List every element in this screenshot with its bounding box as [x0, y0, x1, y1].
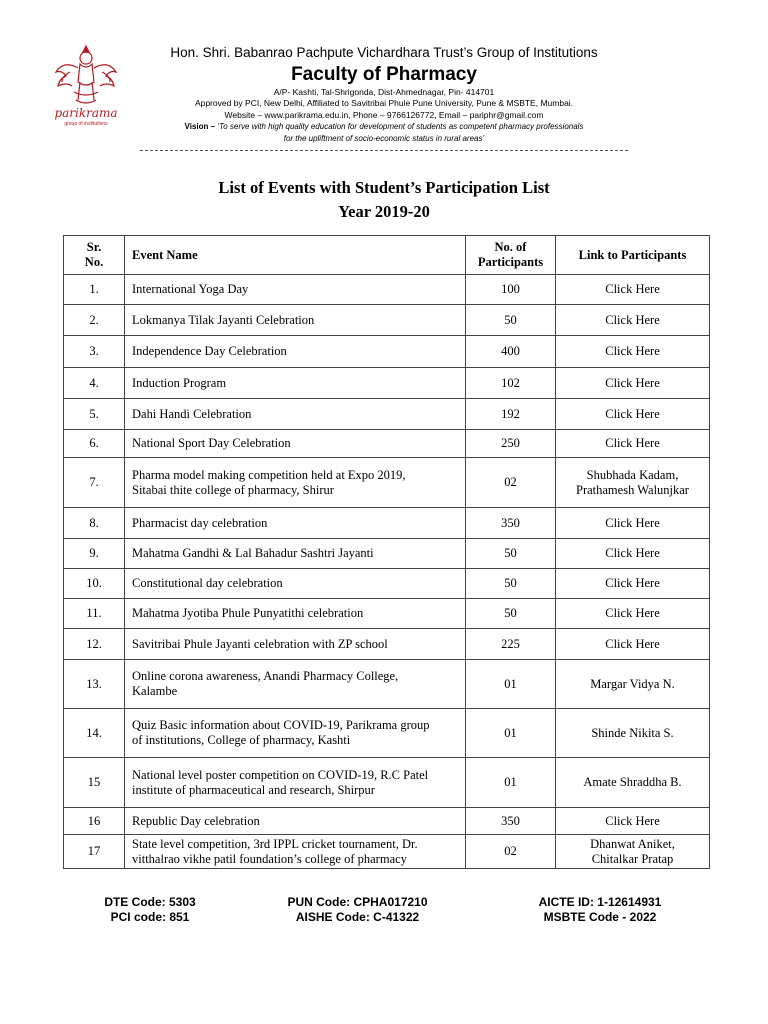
row-event-name: Constitutional day celebration: [125, 569, 466, 599]
msbte-code: MSBTE Code - 2022: [543, 910, 657, 924]
row-sr-no: 4.: [64, 368, 125, 399]
dte-code: DTE Code: 5303: [104, 895, 196, 909]
row-event-name: Lokmanya Tilak Jayanti Celebration: [125, 305, 466, 336]
table-row: [64, 508, 710, 539]
row-event-name: State level competition, 3rd IPPL cricket tournament, Dr. vitthalrao vikhe patil foundation’s college of pharmacy: [125, 835, 466, 869]
participants-link[interactable]: Click Here: [556, 368, 710, 399]
row-event-name: Induction Program: [125, 368, 466, 399]
row-event-name: Pharmacist day celebration: [125, 508, 466, 539]
row-sr-no: 9.: [64, 539, 125, 569]
header-event-name: Event Name: [125, 236, 466, 275]
participants-link[interactable]: Click Here: [556, 508, 710, 539]
row-participants: Amate Shraddha B.: [556, 758, 710, 808]
table-row: [64, 399, 710, 430]
row-participant-count: 50: [466, 305, 556, 336]
row-event-name: National Sport Day Celebration: [125, 430, 466, 458]
table-row: [64, 430, 710, 458]
participants-link[interactable]: Click Here: [556, 629, 710, 660]
row-sr-no: 10.: [64, 569, 125, 599]
row-event-name: Quiz Basic information about COVID-19, Parikrama group of institutions, College of pharmacy, Kashti: [125, 709, 466, 758]
header-link: Link to Participants: [556, 236, 710, 275]
table-row: [64, 758, 710, 808]
contact-line: Website – www.parikrama.edu.in, Phone – 9766126772, Email – pariphr@gmail.com: [224, 110, 544, 120]
row-sr-no: 6.: [64, 430, 125, 458]
row-sr-no: 12.: [64, 629, 125, 660]
row-participants: Margar Vidya N.: [556, 660, 710, 709]
row-event-name: Savitribai Phule Jayanti celebration with ZP school: [125, 629, 466, 660]
table-header-row: [64, 236, 710, 275]
row-sr-no: 11.: [64, 599, 125, 629]
row-sr-no: 13.: [64, 660, 125, 709]
row-sr-no: 16: [64, 808, 125, 835]
table-row: [64, 539, 710, 569]
participants-link[interactable]: Click Here: [556, 599, 710, 629]
vision-line-2: for the upliftment of socio-economic status in rural areas’: [283, 134, 485, 143]
participants-link[interactable]: Click Here: [556, 569, 710, 599]
row-participant-count: 50: [466, 569, 556, 599]
row-event-name: International Yoga Day: [125, 275, 466, 305]
row-participants: Shubhada Kadam, Prathamesh Walunjkar: [556, 458, 710, 508]
row-participant-count: 01: [466, 660, 556, 709]
row-participant-count: 01: [466, 758, 556, 808]
row-participant-count: 250: [466, 430, 556, 458]
aishe-code: AISHE Code: C-41322: [295, 910, 420, 924]
table-row: [64, 275, 710, 305]
logo-brand-text: parikrama: [54, 106, 118, 120]
row-participant-count: 225: [466, 629, 556, 660]
vision-text: ‘To serve with high quality education for development of students as competent pharmacy professionals: [217, 122, 584, 131]
row-event-name: Mahatma Gandhi & Lal Bahadur Sashtri Jayanti: [125, 539, 466, 569]
participants-link[interactable]: Click Here: [556, 539, 710, 569]
row-sr-no: 5.: [64, 399, 125, 430]
row-event-name: Online corona awareness, Anandi Pharmacy College, Kalambe: [125, 660, 466, 709]
participants-link[interactable]: Click Here: [556, 305, 710, 336]
faculty-name: Faculty of Pharmacy: [291, 64, 477, 85]
table-row: [64, 629, 710, 660]
row-participants: Dhanwat Aniket, Chitalkar Pratap: [556, 835, 710, 869]
row-event-name: National level poster competition on COVID-19, R.C Patel institute of pharmaceutical and research, Shirpur: [125, 758, 466, 808]
vision-line: [120, 122, 648, 131]
row-participant-count: 02: [466, 458, 556, 508]
document-year: Year 2019-20: [338, 202, 430, 221]
logo-subtitle: group of institutions: [64, 121, 108, 127]
participants-link[interactable]: Click Here: [556, 336, 710, 368]
row-participant-count: 400: [466, 336, 556, 368]
participants-link[interactable]: Click Here: [556, 430, 710, 458]
row-participant-count: 192: [466, 399, 556, 430]
pun-code: PUN Code: CPHA017210: [287, 895, 428, 909]
row-sr-no: 3.: [64, 336, 125, 368]
table-row: [64, 305, 710, 336]
header-participant-count: No. of Participants: [466, 236, 556, 275]
footer-codes-center: [265, 895, 450, 925]
table-row: [64, 458, 710, 508]
table-row: [64, 569, 710, 599]
approval-line: Approved by PCI, New Delhi, Affiliated to Savitribai Phule Pune University, Pune & MSBTE, Mumbai.: [194, 98, 574, 108]
table-row: [64, 808, 710, 835]
header-divider: [140, 150, 628, 151]
row-participant-count: 50: [466, 539, 556, 569]
row-event-name: Pharma model making competition held at Expo 2019, Sitabai thite college of pharmacy, Shirur: [125, 458, 466, 508]
participants-link[interactable]: Click Here: [556, 399, 710, 430]
row-participant-count: 350: [466, 508, 556, 539]
participants-link[interactable]: Click Here: [556, 275, 710, 305]
table-row: [64, 599, 710, 629]
table-row: [64, 336, 710, 368]
row-sr-no: 17: [64, 835, 125, 869]
row-sr-no: 14.: [64, 709, 125, 758]
header-sr-no: Sr. No.: [64, 236, 125, 275]
row-participant-count: 01: [466, 709, 556, 758]
trust-name: Hon. Shri. Babanrao Pachpute Vichardhara Trust’s Group of Institutions: [170, 45, 598, 60]
events-table: [63, 235, 710, 869]
table-row: [64, 709, 710, 758]
row-sr-no: 7.: [64, 458, 125, 508]
row-participant-count: 50: [466, 599, 556, 629]
table-row: [64, 835, 710, 869]
row-sr-no: 2.: [64, 305, 125, 336]
row-event-name: Dahi Handi Celebration: [125, 399, 466, 430]
row-sr-no: 15: [64, 758, 125, 808]
row-participant-count: 02: [466, 835, 556, 869]
row-sr-no: 1.: [64, 275, 125, 305]
aicte-id: AICTE ID: 1-12614931: [538, 895, 662, 909]
table-row: [64, 368, 710, 399]
vision-label: Vision –: [184, 122, 216, 131]
row-event-name: Independence Day Celebration: [125, 336, 466, 368]
footer-codes-right: [510, 895, 690, 925]
participants-link[interactable]: Click Here: [556, 808, 710, 835]
row-participants: Shinde Nikita S.: [556, 709, 710, 758]
row-event-name: Republic Day celebration: [125, 808, 466, 835]
pci-code: PCI code: 851: [110, 910, 190, 924]
row-participant-count: 350: [466, 808, 556, 835]
row-participant-count: 100: [466, 275, 556, 305]
row-sr-no: 8.: [64, 508, 125, 539]
row-event-name: Mahatma Jyotiba Phule Punyatithi celebration: [125, 599, 466, 629]
document-title: List of Events with Student’s Participation List: [218, 178, 550, 197]
row-participant-count: 102: [466, 368, 556, 399]
footer-codes-left: [80, 895, 220, 925]
table-row: [64, 660, 710, 709]
address-line: A/P- Kashti, Tal-Shrigonda, Dist-Ahmednagar, Pin- 414701: [273, 87, 495, 97]
